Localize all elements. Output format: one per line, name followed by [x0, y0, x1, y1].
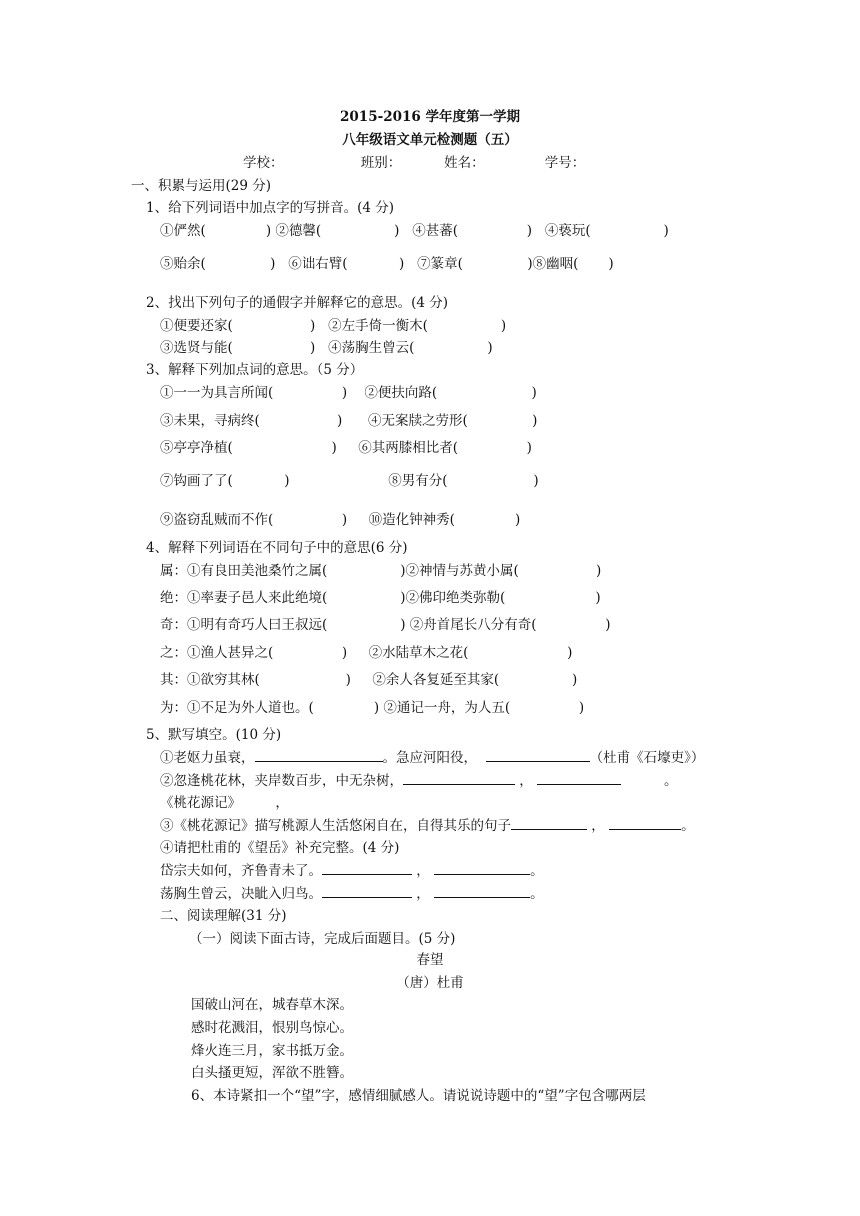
q3-row-1: ①一一为具言所闻( ) ②便扶向路( ) [160, 385, 537, 401]
answer-blank[interactable] [434, 885, 530, 898]
poem-line: 感时花溅泪，恨别鸟惊心。 [191, 1020, 353, 1036]
section-2-heading: 二、阅读理解(31 分) [160, 908, 287, 924]
poem-line: 烽火连三月，家书抵万金。 [191, 1043, 353, 1059]
answer-blank[interactable] [434, 862, 530, 875]
answer-blank[interactable] [486, 749, 590, 762]
answer-blank[interactable] [322, 885, 412, 898]
section-1-heading: 一、积累与运用(29 分) [131, 178, 272, 194]
q4-row-4: 之：①渔人甚异之( ) ②水陆草木之花( ) [160, 645, 573, 661]
q4-row-1: 属：①有良田美池桑竹之属( )②神情与苏黄小属( ) [160, 563, 602, 579]
q4-row-3: 奇：①明有奇巧人曰王叔远( ) ②舟首尾长八分有奇( ) [160, 617, 611, 633]
q1-row-2: ⑤贻余( ) ⑥诎右臂( ) ⑦篆章( )⑧幽咽( ) [160, 256, 614, 272]
q1-title: 1、给下列词语中加点字的写拼音。(4 分) [146, 200, 395, 216]
poem-author: （唐）杜甫 [396, 975, 464, 991]
q4-row-6: 为：①不足为外人道也。( ) ②通记一舟，为人五( ) [160, 700, 585, 716]
answer-blank[interactable] [255, 749, 383, 762]
poem-line: 白头搔更短，浑欲不胜簪。 [191, 1065, 353, 1081]
q4-row-2: 绝：①率妻子邑人来此绝境( )②佛印绝类弥勒( ) [160, 590, 601, 606]
answer-blank[interactable] [403, 772, 515, 785]
q5-line-7: 荡胸生曾云，决眦入归鸟。 ， 。 [160, 886, 544, 902]
q3-row-5: ⑨盗窃乱贼而不作( ) ⑩造化钟神秀( ) [160, 512, 521, 528]
q2-row-1: ①便要还家( ) ②左手倚一衡木( ) [160, 318, 507, 334]
student-info-line: 学校： 班别： 姓名： 学号： [243, 155, 586, 171]
title-line-2: 八年级语文单元检测题（五） [342, 132, 518, 148]
q3-row-4: ⑦钩画了了( ) ⑧男有分( ) [160, 473, 539, 489]
q5-line-4: ③《桃花源记》描写桃源人生活悠闲自在，自得其乐的句子 ， 。 [160, 818, 695, 834]
q5-title: 5、默写填空。(10 分) [146, 727, 282, 743]
q5-line-6: 岱宗夫如何，齐鲁青未了。 ， 。 [160, 863, 544, 879]
q5-line-1: ①老妪力虽衰， 。急应河阳役， （杜甫《石壕吏》） [160, 750, 705, 766]
q5-line-3: 《桃花源记》 ， [160, 795, 289, 811]
title-line-1: 2015-2016 学年度第一学期 [340, 109, 520, 125]
q3-row-2: ③未果，寻病终( ) ④无案牍之劳形( ) [160, 413, 538, 429]
q6-text: 6、本诗紧扣一个“望”字，感情细腻感人。请说说诗题中的“望”字包含哪两层 [191, 1088, 646, 1104]
q5-line-2: ②忽逢桃花林，夹岸数百步，中无杂树， ， 。 [160, 773, 678, 789]
q3-row-3: ⑤亭亭净植( ) ⑥其两膝相比者( ) [160, 440, 532, 456]
q4-title: 4、解释下列词语在不同句子中的意思(6 分) [146, 540, 408, 556]
answer-blank[interactable] [511, 817, 587, 830]
q4-row-5: 其：①欲穷其林( ) ②余人各复延至其家( ) [160, 672, 578, 688]
answer-blank[interactable] [609, 817, 681, 830]
poem-line: 国破山河在，城春草木深。 [191, 997, 353, 1013]
q3-title: 3、解释下列加点词的意思。（5 分） [146, 362, 364, 378]
q5-line-5: ④请把杜甫的《望岳》补充完整。(4 分) [160, 840, 400, 856]
answer-blank[interactable] [537, 772, 621, 785]
q2-title: 2、找出下列句子的通假字并解释它的意思。(4 分) [146, 295, 449, 311]
answer-blank[interactable] [322, 862, 412, 875]
poem-title: 春望 [416, 952, 444, 968]
reading-1-intro: （一）阅读下面古诗，完成后面题目。(5 分) [189, 931, 456, 947]
q1-row-1: ①俨然( ) ②德馨( ) ④甚蕃( ) ④亵玩( ) [160, 223, 669, 239]
q2-row-2: ③选贤与能( ) ④荡胸生曾云( ) [160, 340, 493, 356]
